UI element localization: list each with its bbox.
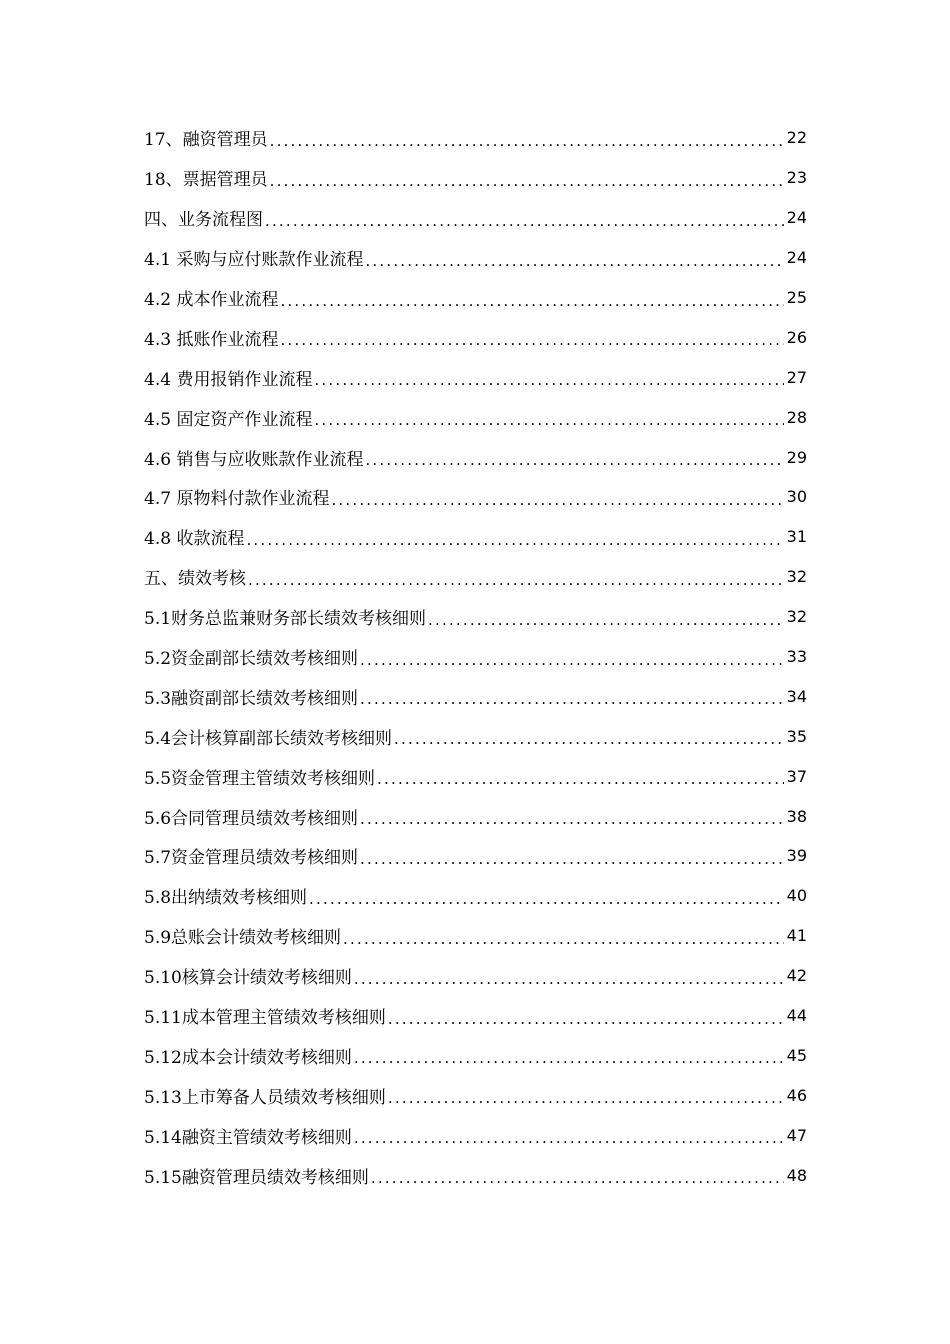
toc-entry[interactable]: [144, 716, 807, 756]
toc-entry-title: 5.1财务总监兼财务部长绩效考核细则: [144, 609, 427, 630]
toc-page-number: 22: [786, 128, 807, 148]
toc-dot-leader: [428, 611, 784, 629]
toc-entry-title: 4.1 采购与应付账款作业流程: [144, 250, 364, 271]
toc-dot-leader: [270, 172, 784, 190]
toc-dot-leader: [314, 411, 783, 429]
toc-page-number: 24: [786, 248, 807, 268]
toc-entry-title: 5.5资金管理主管绩效考核细则: [144, 768, 376, 789]
toc-entry-title: 5.9总账会计绩效考核细则: [144, 928, 342, 949]
toc-page-number: 48: [786, 1165, 807, 1185]
toc-page-number: 26: [786, 327, 807, 347]
toc-dot-leader: [388, 1089, 784, 1107]
toc-entry-title: 5.6合同管理员绩效考核细则: [144, 808, 359, 829]
toc-entry[interactable]: [144, 956, 807, 996]
toc-dot-leader: [360, 850, 784, 868]
toc-entry-title: 5.3融资副部长绩效考核细则: [144, 688, 359, 709]
toc-dot-leader: [365, 252, 783, 270]
toc-entry[interactable]: [144, 836, 807, 876]
toc-entry-title: 4.4 费用报销作业流程: [144, 369, 313, 390]
toc-entry-title: 4.5 固定资产作业流程: [144, 409, 313, 430]
toc-entry[interactable]: [144, 278, 807, 318]
toc-page-number: 24: [786, 208, 807, 228]
toc-entry[interactable]: [144, 676, 807, 716]
toc-dot-leader: [331, 491, 783, 509]
toc-dot-leader: [360, 651, 784, 669]
toc-dot-leader: [371, 1169, 784, 1187]
toc-dot-leader: [354, 1129, 784, 1147]
toc-entry-title: 5.4会计核算副部长绩效考核细则: [144, 728, 393, 749]
toc-entry[interactable]: [144, 756, 807, 796]
toc-dot-leader: [365, 451, 783, 469]
toc-dot-leader: [354, 970, 784, 988]
toc-entry-title: 五、绩效考核: [144, 569, 246, 590]
toc-entry[interactable]: [144, 1155, 807, 1195]
toc-entry[interactable]: [144, 557, 807, 597]
toc-dot-leader: [314, 371, 783, 389]
toc-entry-title: 5.2资金副部长绩效考核细则: [144, 649, 359, 670]
toc-entry[interactable]: [144, 238, 807, 278]
toc-page-number: 32: [786, 567, 807, 587]
toc-entry-title: 5.7资金管理员绩效考核细则: [144, 848, 359, 869]
toc-entry-title: 5.13上市筹备人员绩效考核细则: [144, 1087, 386, 1108]
toc-page-number: 33: [786, 647, 807, 667]
toc-entry-title: 四、业务流程图: [144, 210, 263, 231]
toc-page-number: 44: [786, 1006, 807, 1026]
toc-page-number: 25: [786, 288, 807, 307]
toc-dot-leader: [377, 770, 784, 788]
toc-entry[interactable]: [144, 996, 807, 1036]
toc-entry-title: 17、融资管理员: [144, 130, 268, 151]
toc-dot-leader: [280, 292, 783, 310]
toc-dot-leader: [394, 730, 784, 748]
toc-page-number: 27: [786, 367, 807, 387]
toc-dot-leader: [248, 571, 784, 589]
toc-dot-leader: [309, 890, 784, 908]
toc-entry[interactable]: [144, 796, 807, 836]
table-of-contents: [144, 118, 807, 1195]
toc-dot-leader: [270, 132, 784, 150]
toc-dot-leader: [360, 690, 784, 708]
toc-page-number: 32: [786, 607, 807, 627]
toc-dot-leader: [265, 212, 784, 230]
toc-entry-title: 5.10核算会计绩效考核细则: [144, 968, 352, 989]
toc-entry[interactable]: [144, 1035, 807, 1075]
toc-page-number: 34: [786, 686, 807, 706]
toc-entry[interactable]: [144, 876, 807, 916]
toc-page-number: 46: [786, 1085, 807, 1105]
toc-page-number: 28: [786, 407, 807, 427]
toc-page-number: 35: [786, 726, 807, 746]
toc-entry[interactable]: [144, 597, 807, 637]
toc-entry[interactable]: [144, 198, 807, 238]
toc-page-number: 31: [786, 527, 807, 547]
toc-page-number: 39: [786, 846, 807, 866]
toc-entry-title: 18、票据管理员: [144, 170, 268, 191]
toc-dot-leader: [360, 810, 784, 828]
toc-entry[interactable]: [144, 517, 807, 557]
toc-entry-title: 5.14融资主管绩效考核细则: [144, 1127, 352, 1148]
toc-page-number: 29: [786, 447, 807, 467]
toc-dot-leader: [354, 1049, 784, 1067]
toc-entry[interactable]: [144, 1115, 807, 1155]
toc-page-number: 38: [786, 806, 807, 826]
toc-entry-title: 5.11成本管理主管绩效考核细则: [144, 1008, 386, 1029]
toc-entry[interactable]: [144, 317, 807, 357]
toc-entry-title: 4.8 收款流程: [144, 529, 245, 550]
toc-entry-title: 4.3 抵账作业流程: [144, 329, 279, 350]
toc-page-number: 40: [786, 886, 807, 906]
toc-page-number: 23: [786, 168, 807, 188]
toc-entry[interactable]: [144, 397, 807, 437]
toc-page-number: 42: [786, 966, 807, 986]
toc-entry[interactable]: [144, 437, 807, 477]
toc-entry[interactable]: [144, 357, 807, 397]
toc-page-number: 30: [786, 487, 807, 507]
toc-entry-title: 4.7 原物料付款作业流程: [144, 489, 330, 510]
toc-page-number: 47: [786, 1125, 807, 1145]
toc-page-number: 37: [786, 766, 807, 786]
toc-dot-leader: [280, 331, 783, 349]
toc-entry[interactable]: [144, 118, 807, 158]
toc-entry-title: 4.6 销售与应收账款作业流程: [144, 449, 364, 470]
toc-entry[interactable]: [144, 637, 807, 677]
toc-entry[interactable]: [144, 916, 807, 956]
toc-entry[interactable]: [144, 158, 807, 198]
toc-dot-leader: [388, 1010, 784, 1028]
toc-page-number: 45: [786, 1045, 807, 1065]
toc-entry[interactable]: [144, 477, 807, 517]
toc-entry-title: 4.2 成本作业流程: [144, 290, 279, 310]
toc-dot-leader: [343, 930, 784, 948]
toc-dot-leader: [246, 531, 783, 549]
toc-entry-title: 5.8出纳绩效考核细则: [144, 888, 308, 909]
toc-entry[interactable]: [144, 1075, 807, 1115]
toc-page-number: 41: [786, 926, 807, 946]
toc-entry-title: 5.12成本会计绩效考核细则: [144, 1047, 352, 1068]
toc-entry-title: 5.15融资管理员绩效考核细则: [144, 1167, 369, 1188]
